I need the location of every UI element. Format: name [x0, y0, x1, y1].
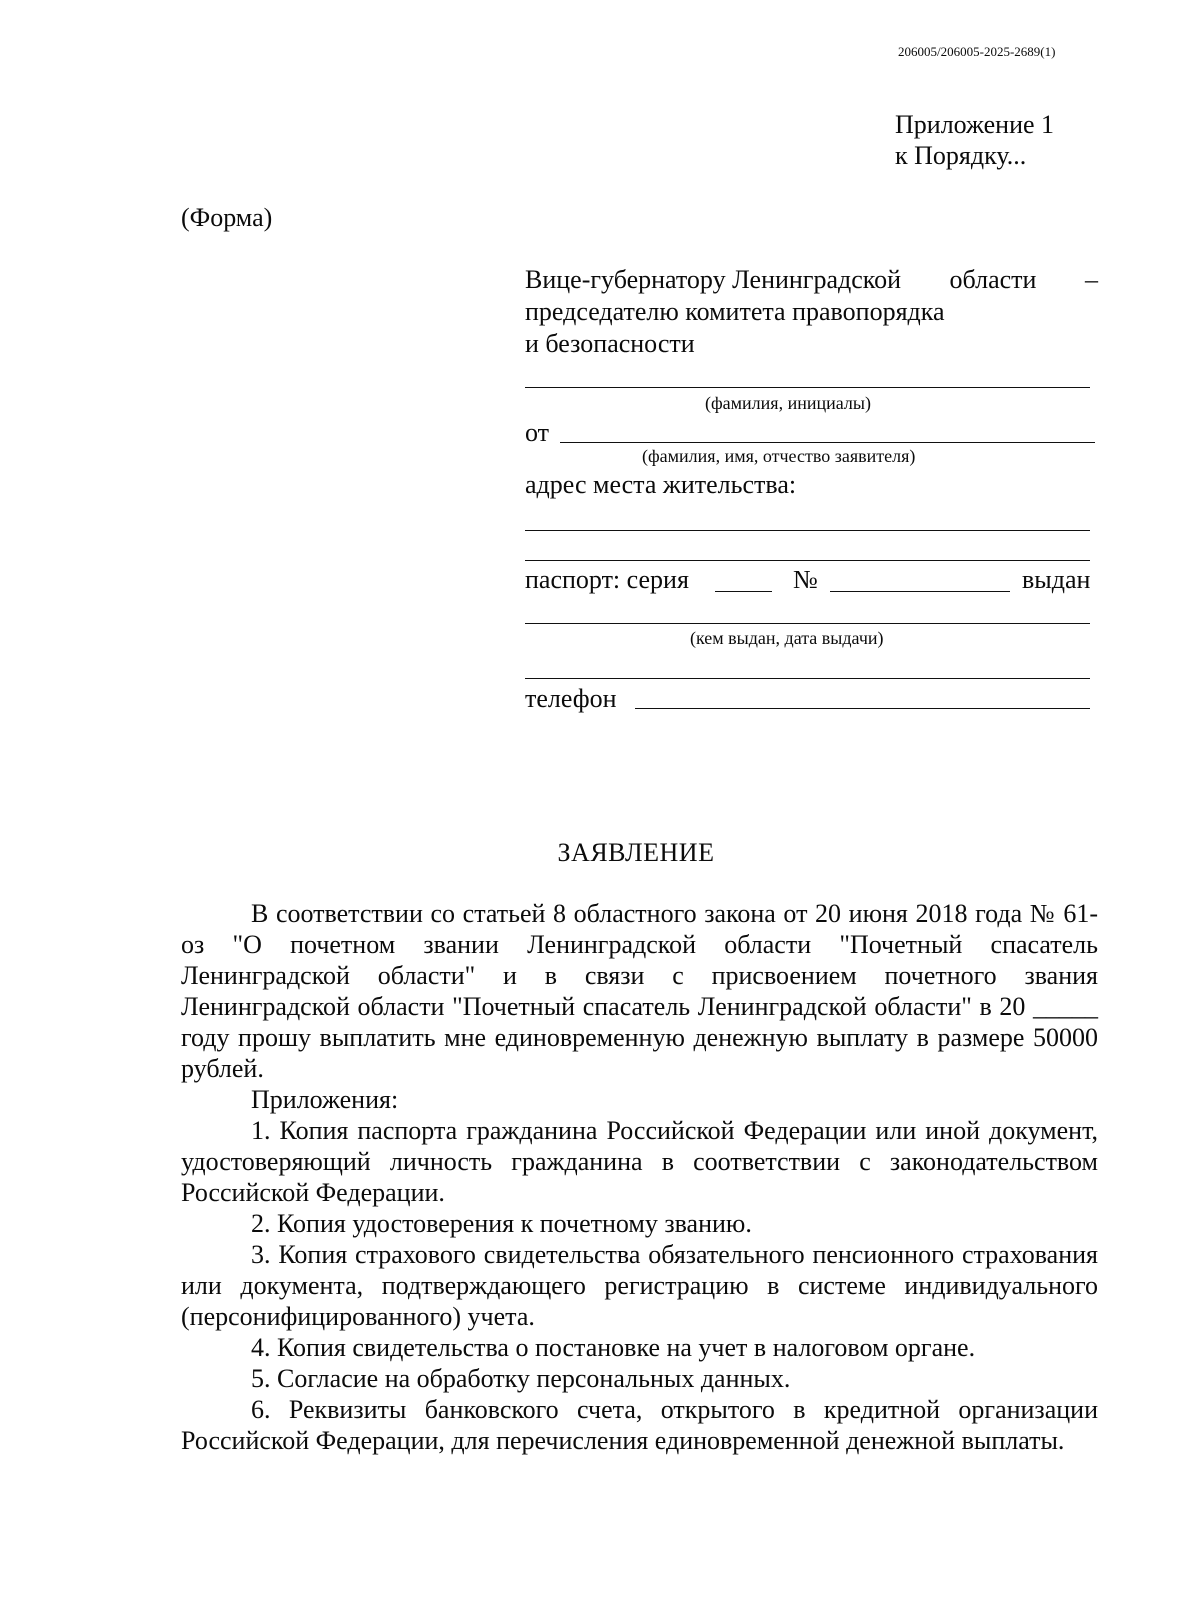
issued-caption: (кем выдан, дата выдачи) [690, 628, 884, 648]
attachment-item-3: 3. Копия страхового свидетельства обязательного пенсионного страхования или документа, подтверждающего регистрацию в системе индивидуального (персонифицированного) учета. [181, 1240, 1098, 1331]
appendix-line-2: к Порядку... [895, 141, 1027, 170]
applicant-blank-line [560, 442, 1095, 443]
passport-number-blank [830, 591, 1010, 592]
issued-blank-line [525, 623, 1090, 624]
document-heading: ЗАЯВЛЕНИЕ [557, 838, 715, 867]
passport-series-label: паспорт: серия [525, 565, 689, 594]
addressee-line-2: председателю комитета правопорядка [525, 297, 945, 326]
surname-blank-line [525, 387, 1090, 388]
attachment-item-5: 5. Согласие на обработку персональных данных. [251, 1364, 791, 1393]
addressee-line-3: и безопасности [525, 329, 695, 358]
statement-intro: В соответствии со статьей 8 областного закона от 20 июня 2018 года № 61-оз "О почетном звании Ленинградской области "Почетный спасатель Ленинградской области" и в связи с присвоением почетного звания Ленинградской области "Почетный спасатель Ленинградской области" в 20 _____ году прошу выплатить мне единовременную денежную выплату в размере 50000 рублей. [181, 899, 1098, 1083]
addressee-line-1a: Вице-губернатору Ленинградской [525, 265, 902, 294]
attachments-label: Приложения: [251, 1085, 399, 1114]
statement-body [181, 898, 1098, 1456]
appendix-reference [895, 109, 1054, 171]
issued-label: выдан [1022, 565, 1091, 594]
address-blank-line-1 [525, 530, 1090, 531]
from-label: от [525, 418, 550, 447]
attachment-item-2: 2. Копия удостоверения к почетному званию. [251, 1209, 752, 1238]
addressee-line-1b: области [949, 265, 1037, 294]
document-id: 206005/206005-2025-2689(1) [898, 44, 1056, 59]
form-label: (Форма) [181, 203, 273, 232]
attachment-item-1: 1. Копия паспорта гражданина Российской Федерации или иной документ, удостоверяющий личность гражданина в соответствии с законодательством Российской Федерации. [181, 1116, 1098, 1207]
attachment-item-4: 4. Копия свидетельства о постановке на учет в налоговом органе. [251, 1333, 976, 1362]
address-blank-line-2 [525, 560, 1090, 561]
addressee-block [525, 264, 1098, 360]
passport-series-blank [715, 591, 772, 592]
phone-blank-line [635, 708, 1090, 709]
surname-caption: (фамилия, инициалы) [705, 393, 871, 413]
addressee-line-1 [525, 264, 1098, 296]
applicant-caption: (фамилия, имя, отчество заявителя) [642, 446, 916, 466]
appendix-line-1: Приложение 1 [895, 110, 1055, 139]
passport-number-label: № [793, 565, 818, 594]
addressee-line-1c: – [1085, 265, 1098, 294]
phone-label: телефон [525, 684, 617, 713]
attachment-item-6: 6. Реквизиты банковского счета, открытого в кредитной организации Российской Федерации, для перечисления единовременной денежной выплаты. [181, 1395, 1098, 1455]
issued-blank-line-2 [525, 678, 1090, 679]
address-label: адрес места жительства: [525, 470, 797, 499]
